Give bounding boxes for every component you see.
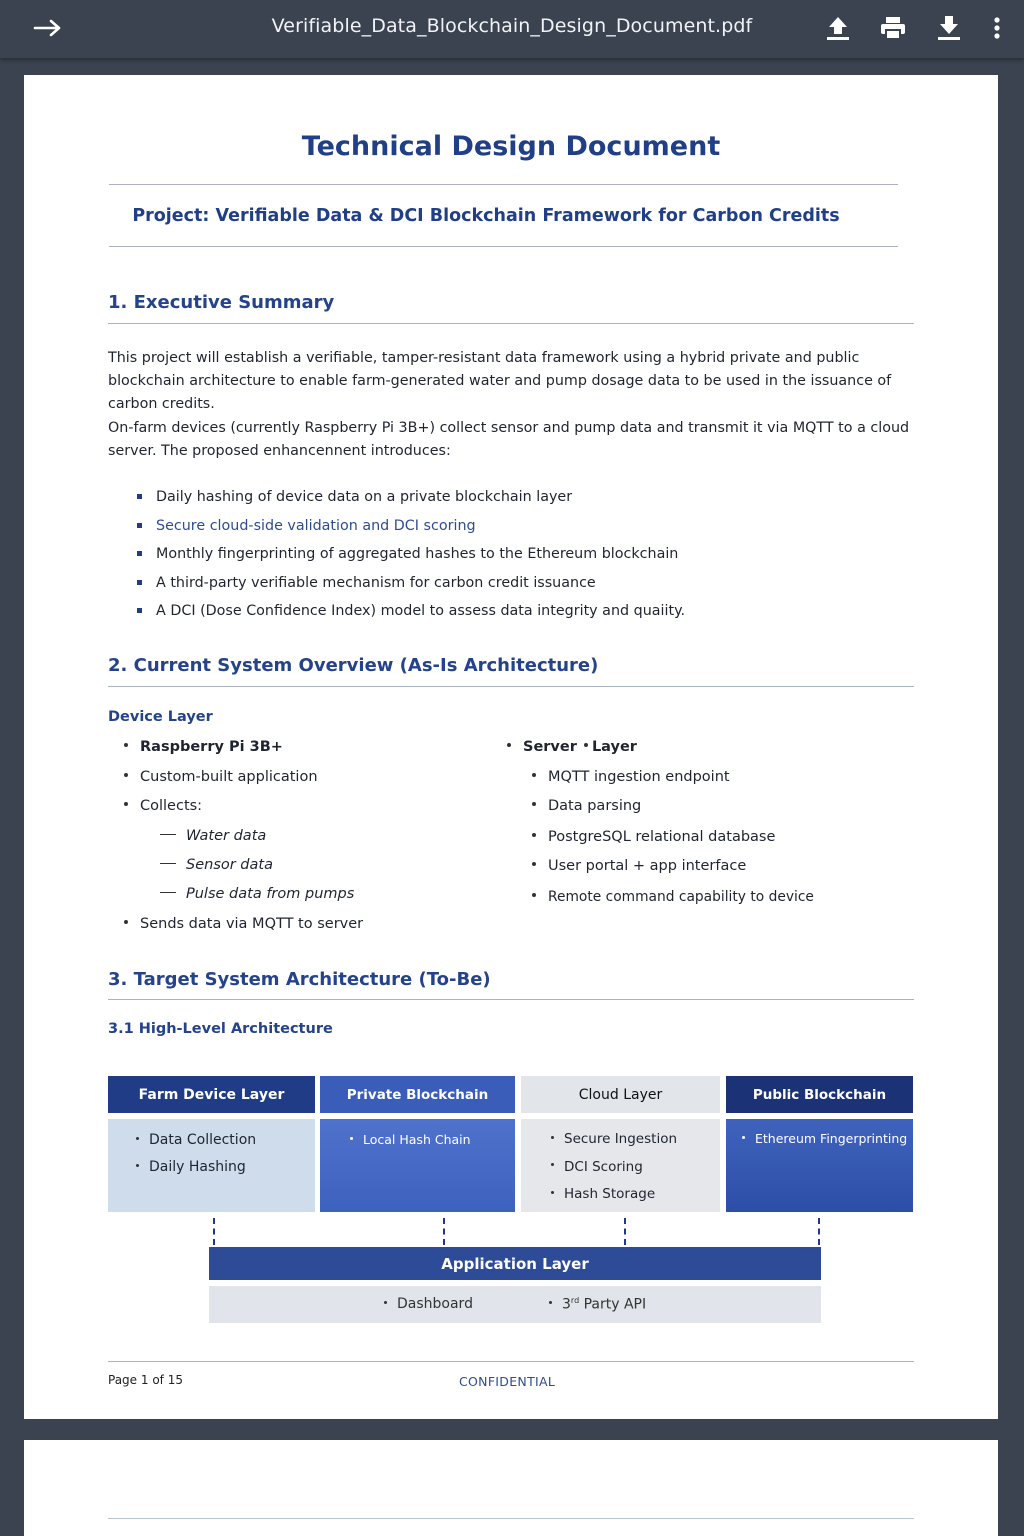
list-item: MQTT ingestion endpoint	[532, 769, 730, 785]
list-item: Data parsing	[532, 798, 641, 814]
page-2-divider	[108, 1518, 914, 1519]
project-title: Project: Verifiable Data & DCI Blockchain Framework for Carbon Credits	[132, 206, 840, 226]
print-button[interactable]	[876, 11, 910, 45]
connector-line	[818, 1218, 820, 1245]
section-2-divider	[108, 686, 914, 687]
application-layer-items	[209, 1286, 821, 1323]
print-icon	[880, 16, 906, 40]
share-button[interactable]	[821, 11, 855, 45]
section-2-heading: 2. Current System Overview (As-Is Architecture)	[108, 655, 599, 676]
list-item: Secure Ingestion	[551, 1131, 720, 1159]
upload-icon	[826, 15, 850, 41]
public-blockchain-title: Public Blockchain	[726, 1076, 913, 1113]
server-layer-list	[507, 739, 907, 919]
list-item: Raspberry Pi 3B+	[124, 739, 283, 755]
summary-paragraph-1: This project will establish a verifiable, tamper-resistant data framework using a hybrid private and public blockchain architecture to enable farm-generated water and pump dosage data to be used in the issuance of carbon credits.	[108, 350, 892, 412]
farm-device-layer-box	[108, 1076, 315, 1212]
pdf-page-2	[24, 1440, 998, 1536]
pdf-page-1	[24, 75, 998, 1419]
section-1-heading: 1. Executive Summary	[108, 292, 335, 313]
application-layer-title: Application Layer	[209, 1247, 821, 1280]
more-vertical-icon	[993, 17, 1001, 39]
download-icon	[937, 15, 961, 41]
public-blockchain-box	[726, 1076, 913, 1212]
list-item: Monthly fingerprinting of aggregated hashes to the Ethereum blockchain	[134, 542, 685, 571]
list-item: Collects:	[124, 798, 202, 814]
sub-list-item: Pulse data from pumps	[160, 886, 354, 902]
document-filename: Verifiable_Data_Blockchain_Design_Document.pdf	[271, 15, 753, 37]
list-item: 3rd Party API	[549, 1296, 646, 1313]
more-options-button[interactable]	[982, 11, 1012, 45]
farm-device-layer-items	[108, 1119, 315, 1212]
list-item: Secure cloud-side validation and DCI scoring	[134, 514, 685, 543]
confidential-label: CONFIDENTIAL	[459, 1374, 556, 1389]
pdf-viewer-toolbar	[0, 0, 1024, 58]
list-item: Sends data via MQTT to server	[124, 916, 363, 932]
public-blockchain-items	[726, 1119, 913, 1212]
private-blockchain-items	[320, 1119, 515, 1212]
enhancement-list	[134, 485, 685, 628]
cloud-layer-title: Cloud Layer	[521, 1076, 720, 1113]
document-title: Technical Design Document	[301, 131, 721, 162]
list-item: A third-party verifiable mechanism for carbon credit issuance	[134, 571, 685, 600]
section-3-heading: 3. Target System Architecture (To-Be)	[108, 969, 491, 990]
cloud-layer-box	[521, 1076, 720, 1212]
connector-line	[443, 1218, 445, 1245]
sub-list-item: Water data	[160, 828, 266, 844]
project-divider	[109, 246, 898, 247]
list-item: Local Hash Chain	[350, 1132, 515, 1159]
private-blockchain-box	[320, 1076, 515, 1212]
title-divider	[109, 184, 898, 185]
private-blockchain-title: Private Blockchain	[320, 1076, 515, 1113]
device-layer-heading: Device Layer	[108, 709, 213, 725]
footer-divider	[108, 1361, 914, 1362]
sub-list-item: Sensor data	[160, 857, 273, 873]
cloud-layer-items	[521, 1119, 720, 1212]
download-button[interactable]	[932, 11, 966, 45]
list-item: PostgreSQL relational database	[532, 829, 775, 845]
farm-device-layer-title: Farm Device Layer	[108, 1076, 315, 1113]
summary-paragraph-2: On-farm devices (currently Raspberry Pi 3B+) collect sensor and pump data and transmit it via MQTT to a cloud server. The proposed enhancennent introduces:	[108, 420, 910, 459]
list-item: Custom-built application	[124, 769, 318, 785]
list-item: Hash Storage	[551, 1186, 720, 1214]
list-item: Remote command capability to device	[532, 889, 814, 905]
list-item: Data Collection	[136, 1132, 315, 1159]
list-item: Ethereum Fingerprinting	[742, 1131, 913, 1158]
list-item: Daily hashing of device data on a private blockchain layer	[134, 485, 685, 514]
list-item: DCI Scoring	[551, 1159, 720, 1187]
list-item: Dashboard	[384, 1296, 473, 1312]
list-item: User portal + app interface	[532, 858, 746, 874]
server-layer-heading: Server Layer	[507, 739, 637, 755]
section-1-divider	[108, 323, 914, 324]
list-item: A DCI (Dose Confidence Index) model to assess data integrity and quaiity.	[134, 599, 685, 628]
device-layer-list	[124, 739, 484, 949]
page-number: Page 1 of 15	[108, 1373, 183, 1387]
list-item: Daily Hashing	[136, 1159, 315, 1186]
connector-line	[213, 1218, 215, 1245]
connector-line	[624, 1218, 626, 1245]
architecture-subheading: 3.1 High-Level Architecture	[108, 1021, 333, 1037]
section-3-divider	[108, 999, 914, 1000]
